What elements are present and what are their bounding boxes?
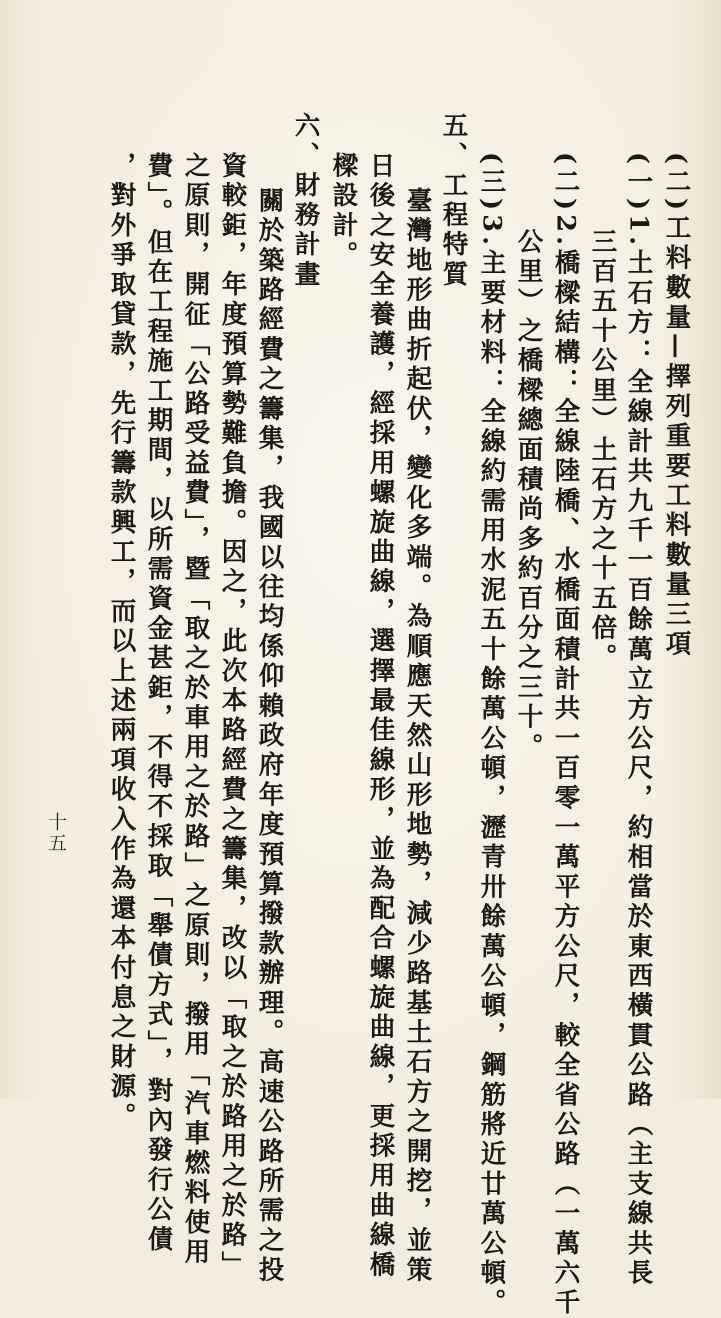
text-column-9: 日後之安全養護，經採用螺旋曲線，選擇最佳線形，並為配合螺旋曲線，更採用曲線橋 xyxy=(365,152,396,1281)
text-column-1: (二)工料數量—擇列重要工料數量三項 xyxy=(661,152,692,660)
page-number: 十五 xyxy=(45,812,67,854)
text-column-13: 資較鉅，年度預算勢難負擔。因之，此次本路經費之籌集，改以「取之於路用之於路」 xyxy=(217,152,248,1281)
text-column-4: (二)2.橋樑結構：全線陸橋、水橋面積計共一百零一萬平方公尺，較全省公路（一萬六千 xyxy=(550,152,581,1318)
text-column-14: 之原則，開征「公路受益費」，暨「取之於車用之於路」之原則，撥用「汽車燃料使用 xyxy=(180,152,211,1268)
text-column-6: (三)3.主要材料：全線約需用水泥五十餘萬公頓，瀝青卅餘萬公頓，鋼筋將近廿萬公頓。 xyxy=(476,152,507,1318)
section-heading-5: 五、工程特質 xyxy=(438,112,469,291)
section-heading-6: 六、財務計畫 xyxy=(290,112,321,291)
text-column-10: 樑設計。 xyxy=(328,152,359,271)
text-column-12: 關於築路經費之籌集，我國以往均係仰賴政府年度預算撥款辦理。高速公路所需之投 xyxy=(254,187,285,1286)
text-column-5: 公里）之橋樑總面積尚多約百分之三十。 xyxy=(513,228,544,763)
text-column-3: 三百五十公里）土石方之十五倍。 xyxy=(587,228,618,674)
text-column-2: (一)1.土石方：全線計共九千一百餘萬立方公尺，約相當於東西橫貫公路（主支線共長 xyxy=(623,152,654,1289)
text-column-16: ，對外爭取貸款，先行籌款興工，而以上述兩項收入作為還本付息之財源。 xyxy=(106,152,137,1133)
text-column-8: 臺灣地形曲折起伏，變化多端。為順應天然山形地勢，減少路基土石方之開挖，並策 xyxy=(402,187,433,1286)
text-column-15: 費」。但在工程施工期間，以所需資金甚鉅，不得不採取「舉債方式」，對內發行公債 xyxy=(143,152,174,1256)
